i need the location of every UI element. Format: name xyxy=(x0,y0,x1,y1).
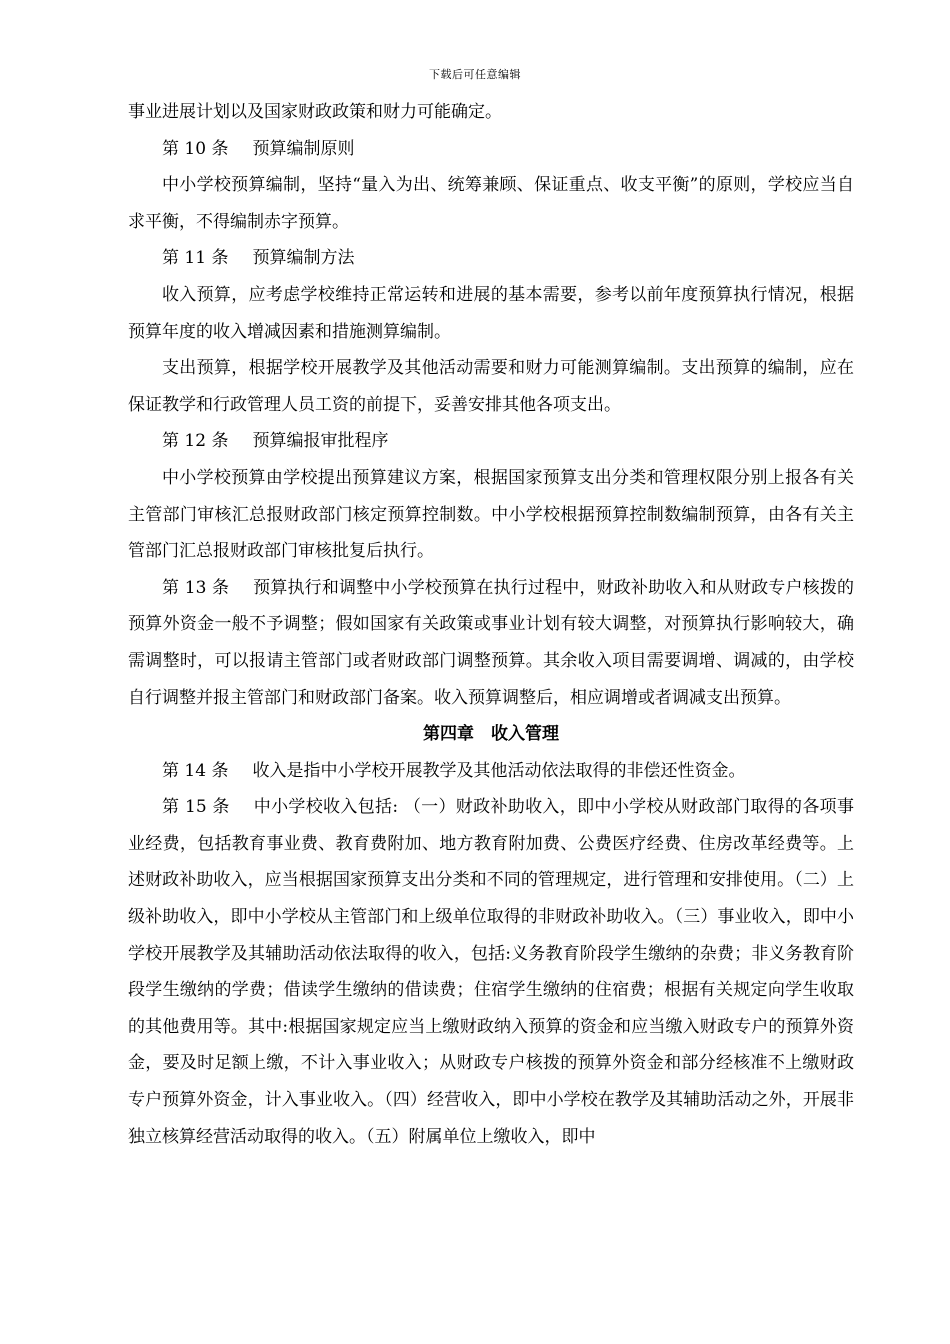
article-text: 预算编报审批程序 xyxy=(252,431,389,452)
article-paragraph xyxy=(128,789,854,1155)
paragraph: 事业进展计划以及国家财政政策和财力可能确定。 xyxy=(128,102,502,122)
chapter-heading: 第四章 收入管理 xyxy=(423,724,559,745)
article-number: 第 12 条 xyxy=(162,431,229,452)
paragraph: 收入预算，应考虑学校维持正常运转和进展的基本需要，参考以前年度预算执行情况，根据预算年度的收入增减因素和措施测算编制。 xyxy=(128,284,854,342)
page-header: 下载后可任意编辑 xyxy=(429,68,521,81)
article-text: 预算编制原则 xyxy=(252,138,355,159)
article-number: 第 11 条 xyxy=(162,248,229,269)
paragraph: 中小学校预算编制，坚持“量入为出、统筹兼顾、保证重点、收支平衡”的原则，学校应当自求平衡，不得编制赤字预算。 xyxy=(128,175,854,232)
paragraph: 中小学校预算由学校提出预算建议方案，根据国家预算支出分类和管理权限分别上报各有关主管部门审核汇总报财政部门核定预算控制数。中小学校根据预算控制数编制预算，由各有关主管部门汇总报财政部门审核批复后执行。 xyxy=(128,467,854,562)
article-text: 预算编制方法 xyxy=(252,248,355,269)
article-number: 第 10 条 xyxy=(162,138,229,159)
document-body xyxy=(128,94,854,1155)
article-paragraph xyxy=(128,753,854,790)
article-number: 第 15 条 xyxy=(162,797,230,818)
article-number: 第 13 条 xyxy=(162,577,230,598)
article-heading xyxy=(128,423,854,460)
paragraph: 支出预算，根据学校开展教学及其他活动需要和财力可能测算编制。支出预算的编制，应在保证教学和行政管理人员工资的前提下，妥善安排其他各项支出。 xyxy=(128,358,854,415)
article-paragraph xyxy=(128,570,854,716)
article-number: 第 14 条 xyxy=(162,760,229,781)
article-text: 预算执行和调整中小学校预算在执行过程中，财政补助收入和从财政专户核拨的预算外资金一般不予调整；假如国家有关政策或事业计划有较大调整，对预算执行影响较大，确需调整时，可以报请主管部门或者财政部门调整预算。其余收入项目需要调增、调减的，由学校自行调整并报主管部门和财政部门备案。收入预算调整后，相应调增或者调减支出预算。 xyxy=(128,577,854,708)
article-text: 收入是指中小学校开展教学及其他活动依法取得的非偿还性资金。 xyxy=(252,760,746,781)
article-text: 中小学校收入包括: （一）财政补助收入，即中小学校从财政部门取得的各项事业经费，包括教育事业费、教育费附加、地方教育附加费、公费医疗经费、住房改革经费等。上述财政补助收入，应当根据国家预算支出分类和不同的管理规定，进行管理和安排使用。（二）上级补助收入，即中小学校从主管部门和上级单位取得的非财政补助收入。（三）事业收入，即中小学校开展教学及其辅助活动依法取得的收入，包括:义务教育阶段学生缴纳的杂费；非义务教育阶段学生缴纳的学费；借读学生缴纳的借读费；住宿学生缴纳的住宿费；根据有关规定向学生收取的其他费用等。其中:根据国家规定应当上缴财政纳入预算的资金和应当缴入财政专户的预算外资金，要及时足额上缴，不计入事业收入；从财政专户核拨的预算外资金和部分经核准不上缴财政专户预算外资金，计入事业收入。（四）经营收入，即中小学校在教学及其辅助活动之外，开展非独立核算经营活动取得的收入。（五）附属单位上缴收入，即中 xyxy=(128,797,854,1147)
article-heading xyxy=(128,240,854,277)
article-heading xyxy=(128,131,854,168)
